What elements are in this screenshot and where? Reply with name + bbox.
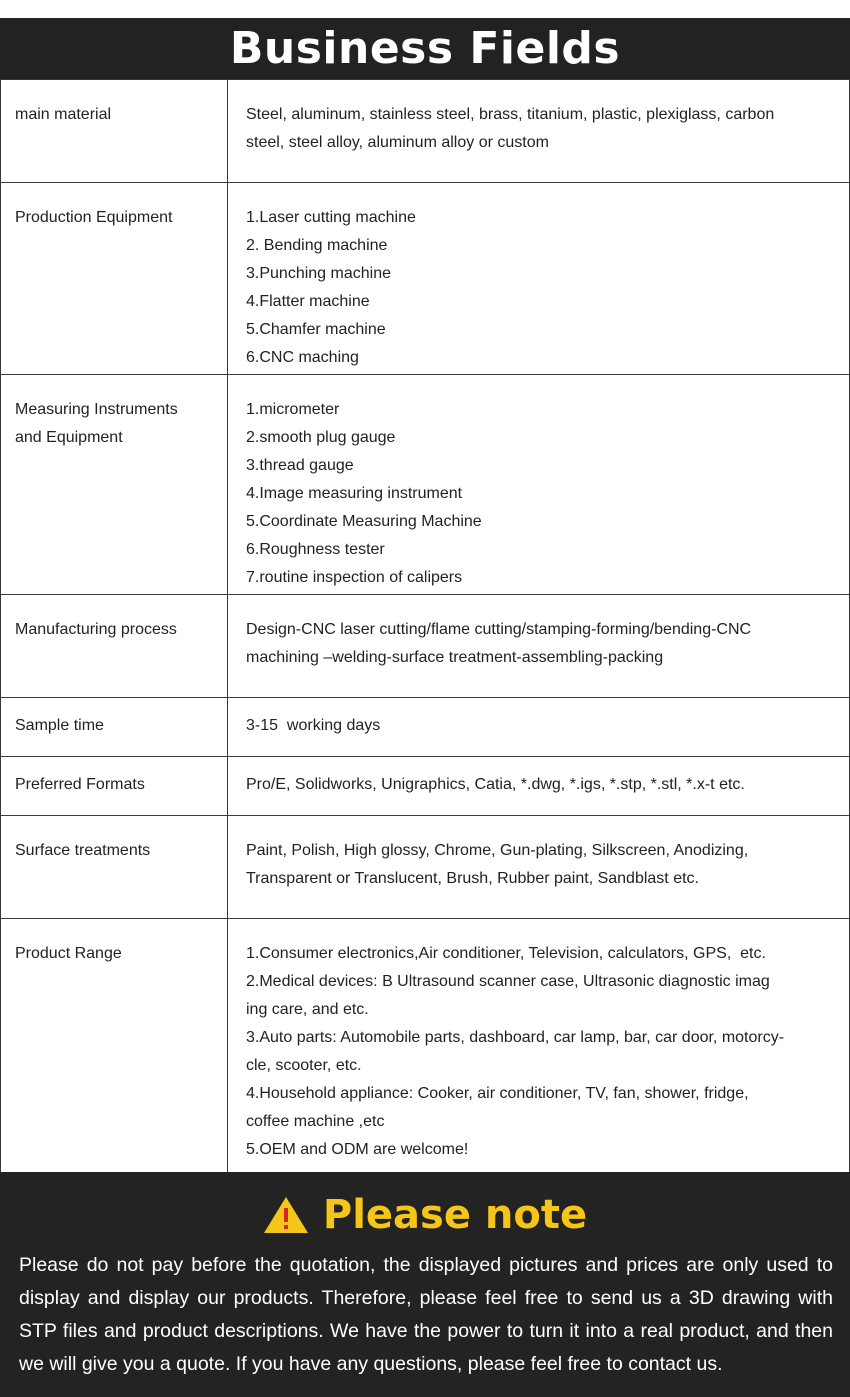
row-value bbox=[228, 80, 850, 183]
row-label: Surface treatments bbox=[1, 816, 228, 919]
value-line: 4.Household appliance: Cooker, air conditioner, TV, fan, shower, fridge, bbox=[246, 1085, 749, 1102]
table-row bbox=[1, 80, 850, 183]
row-label: Production Equipment bbox=[1, 183, 228, 375]
row-label: Manufacturing process bbox=[1, 595, 228, 698]
table-row bbox=[1, 183, 850, 375]
value-line: 2.smooth plug gauge bbox=[246, 429, 396, 446]
label-line: and Equipment bbox=[15, 429, 123, 446]
value-line: 5.Chamfer machine bbox=[246, 321, 386, 338]
row-label: Product Range bbox=[1, 919, 228, 1174]
value-line: 4.Flatter machine bbox=[246, 293, 370, 310]
note-text: Please do not pay before the quotation, the displayed pictures and prices are only used to display and display our products. Therefore, please feel free to send us a 3D drawing with STP files and product descriptions. We have the power to turn it into a real product, and then we will give you a quote. If you have any questions, please feel free to contact us. bbox=[19, 1254, 833, 1375]
value-line: machining –welding-surface treatment-assembling-packing bbox=[246, 649, 664, 666]
row-value bbox=[228, 698, 850, 757]
row-value bbox=[228, 183, 850, 375]
value-line: 3.Punching machine bbox=[246, 265, 391, 282]
value-line: 6.CNC maching bbox=[246, 349, 359, 366]
value-line: 7.routine inspection of calipers bbox=[246, 569, 463, 586]
value-line: 3.thread gauge bbox=[246, 457, 354, 474]
row-label bbox=[1, 375, 228, 595]
value-line: 5.Coordinate Measuring Machine bbox=[246, 513, 482, 530]
label-line: Measuring Instruments bbox=[15, 401, 178, 418]
row-value bbox=[228, 919, 850, 1174]
row-label: Sample time bbox=[1, 698, 228, 757]
table-row bbox=[1, 595, 850, 698]
value-line: coffee machine ,etc bbox=[246, 1113, 385, 1130]
row-value bbox=[228, 757, 850, 816]
row-label: Preferred Formats bbox=[1, 757, 228, 816]
note-panel bbox=[0, 1172, 850, 1397]
note-title: Please note bbox=[322, 1192, 588, 1238]
section-header bbox=[0, 18, 850, 79]
value-line: Paint, Polish, High glossy, Chrome, Gun-plating, Silkscreen, Anodizing, bbox=[246, 842, 749, 859]
page-title: Business Fields bbox=[229, 23, 621, 74]
value-line: 6.Roughness tester bbox=[246, 541, 385, 558]
row-label: main material bbox=[1, 80, 228, 183]
value-line: cle, scooter, etc. bbox=[246, 1057, 362, 1074]
value-line: 5.OEM and ODM are welcome! bbox=[246, 1141, 469, 1158]
warning-icon bbox=[263, 1195, 309, 1235]
value-line: steel, steel alloy, aluminum alloy or custom bbox=[246, 134, 549, 151]
table-row bbox=[1, 757, 850, 816]
table-row bbox=[1, 375, 850, 595]
value-line: 1.Consumer electronics,Air conditioner, Television, calculators, GPS, etc. bbox=[246, 945, 766, 962]
value-line: Pro/E, Solidworks, Unigraphics, Catia, *.dwg, *.igs, *.stp, *.stl, *.x-t etc. bbox=[246, 776, 745, 793]
value-line: Steel, aluminum, stainless steel, brass, titanium, plastic, plexiglass, carbon bbox=[246, 106, 775, 123]
note-heading bbox=[0, 1188, 850, 1242]
row-value bbox=[228, 816, 850, 919]
value-line: Design-CNC laser cutting/flame cutting/stamping-forming/bending-CNC bbox=[246, 621, 752, 638]
value-line: 3.Auto parts: Automobile parts, dashboard, car lamp, bar, car door, motorcy- bbox=[246, 1029, 785, 1046]
row-value bbox=[228, 595, 850, 698]
value-line: 1.Laser cutting machine bbox=[246, 209, 416, 226]
value-line: 2.Medical devices: B Ultrasound scanner case, Ultrasonic diagnostic imag bbox=[246, 973, 770, 990]
value-line: 4.Image measuring instrument bbox=[246, 485, 463, 502]
value-line: Transparent or Translucent, Brush, Rubber paint, Sandblast etc. bbox=[246, 870, 699, 887]
table-row bbox=[1, 698, 850, 757]
value-line: ing care, and etc. bbox=[246, 1001, 369, 1018]
table-row bbox=[1, 919, 850, 1174]
value-line: 3-15 working days bbox=[246, 717, 381, 734]
value-line: 1.micrometer bbox=[246, 401, 340, 418]
business-fields-table bbox=[0, 79, 850, 1174]
value-line: 2. Bending machine bbox=[246, 237, 388, 254]
table-row bbox=[1, 816, 850, 919]
row-value bbox=[228, 375, 850, 595]
